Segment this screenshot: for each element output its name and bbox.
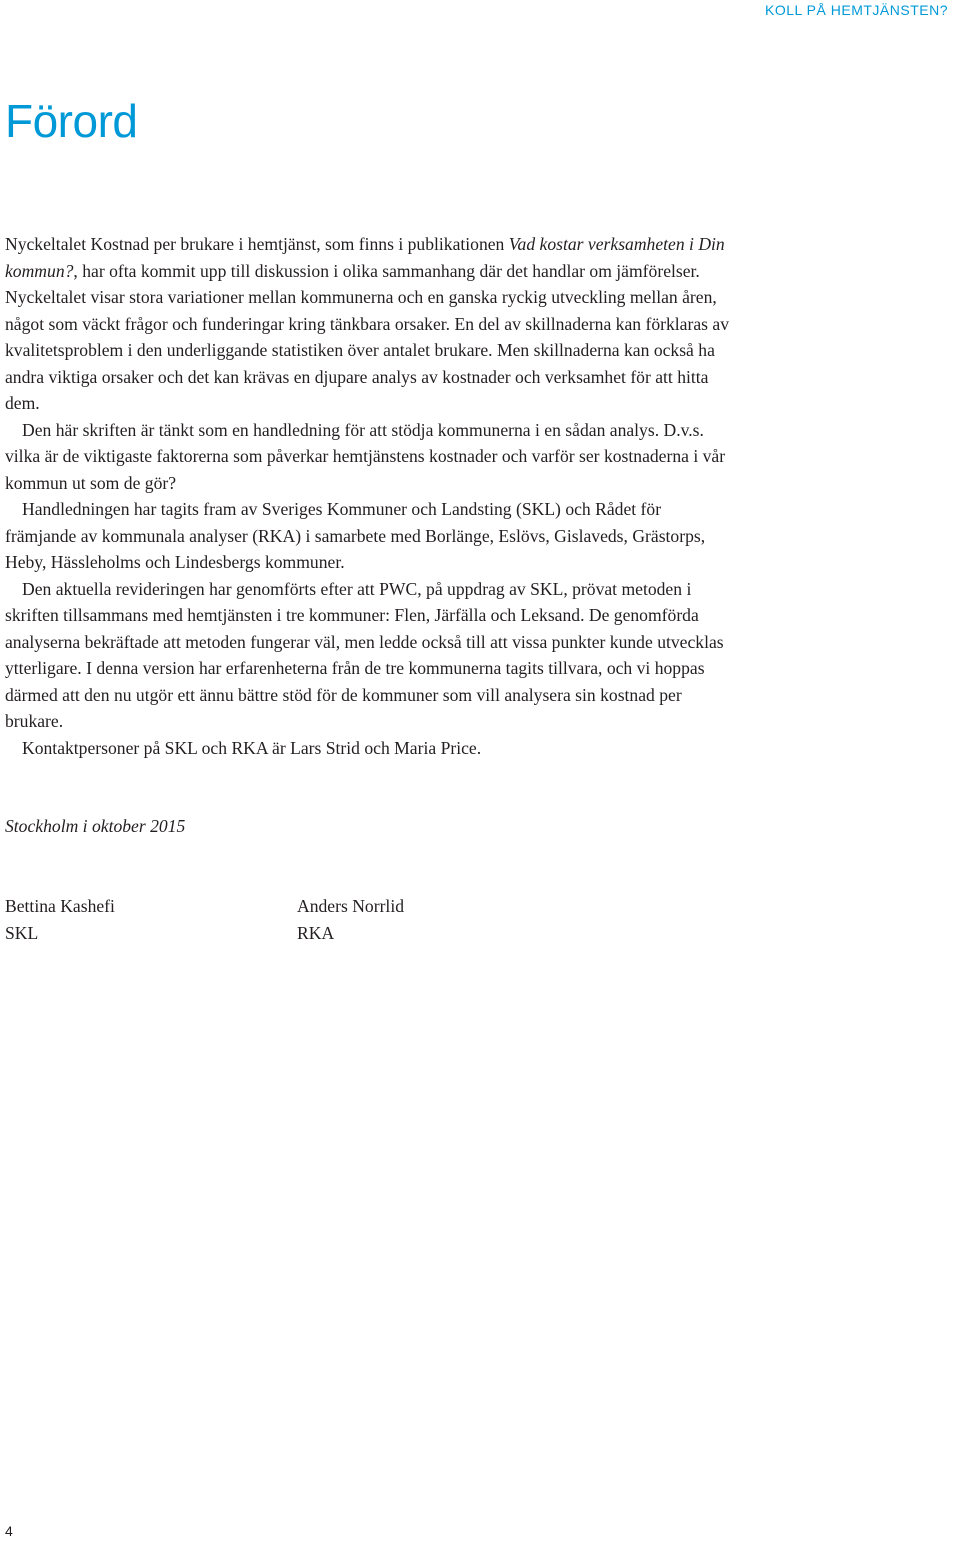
publication-title: Vad kostar verksamheten i Din kommun? — [5, 234, 725, 281]
paragraph-intro — [5, 231, 735, 417]
signatory-skl — [5, 893, 115, 946]
signatory-name: Bettina Kashefi — [5, 896, 115, 916]
paragraph-revision: Den aktuella revideringen har genomförts efter att PWC, på uppdrag av SKL, prövat metoden i skriften tillsammans med hemtjänsten i tre kommuner: Flen, Järfälla och Leksand. De genomförda analyserna bekräftade att metoden fungerar väl, men ledde också till att vissa punkter kunde utvecklas ytterligare. I denna version har erfarenheterna från de tre kommunerna tagits tillvara, och vi hoppas därmed att den nu utgör ett ännu bättre stöd för de kommuner som vill analysera sin kostnad per brukare. — [5, 578, 724, 731]
page-title: Förord — [5, 95, 138, 147]
signatory-name: Anders Norrlid — [297, 896, 405, 916]
paragraph-authors: Handledningen har tagits fram av Sveriges Kommuner och Landsting (SKL) och Rådet för främjande av kommunala analyser (RKA) i samarbete med Borlänge, Eslövs, Gislaveds, Grästorps, Heby, Hässleholms och Lindesbergs kommuner. — [5, 499, 706, 572]
paragraph-contacts: Kontaktpersoner på SKL och RKA är Lars Strid och Maria Price. — [22, 737, 482, 758]
paragraph-purpose: Den här skriften är tänkt som en handledning för att stödja kommunerna i en sådan analys. D.v.s. vilka är de viktigaste faktorerna som påverkar hemtjänstens kostnader och varför ser kostnaderna i vår kommun ut som de gör? — [5, 419, 726, 493]
signatory-organization: SKL — [5, 922, 39, 943]
paragraph-intro-text-2: , har ofta kommit upp till diskussion i olika sammanhang där det handlar om jämförelser. Nyckeltalet visar stora variationer mellan kommunerna och en ganska ryckig utveckling mellan åren, något som väckt frågor och funderingar kring tänkbara orsaker. En del av skillnaderna kan förklaras av kvalitetsproblem i den underliggande statistiken över antalet brukare. Men skillnaderna kan också ha andra viktiga orsaker och det kan krävas en djupare analys av kostnader och verksamhet för att hitta dem. — [5, 260, 730, 413]
running-header: KOLL PÅ HEMTJÄNSTEN? — [765, 2, 948, 18]
signatory-rka — [297, 893, 404, 946]
place-date: Stockholm i oktober 2015 — [5, 816, 186, 836]
paragraph-intro-text-1: Nyckeltalet Kostnad per brukare i hemtjänst, som finns i publikationen — [5, 234, 509, 254]
signatory-organization: RKA — [297, 922, 335, 943]
foreword-body — [5, 231, 735, 761]
page-number: 4 — [5, 1523, 13, 1539]
